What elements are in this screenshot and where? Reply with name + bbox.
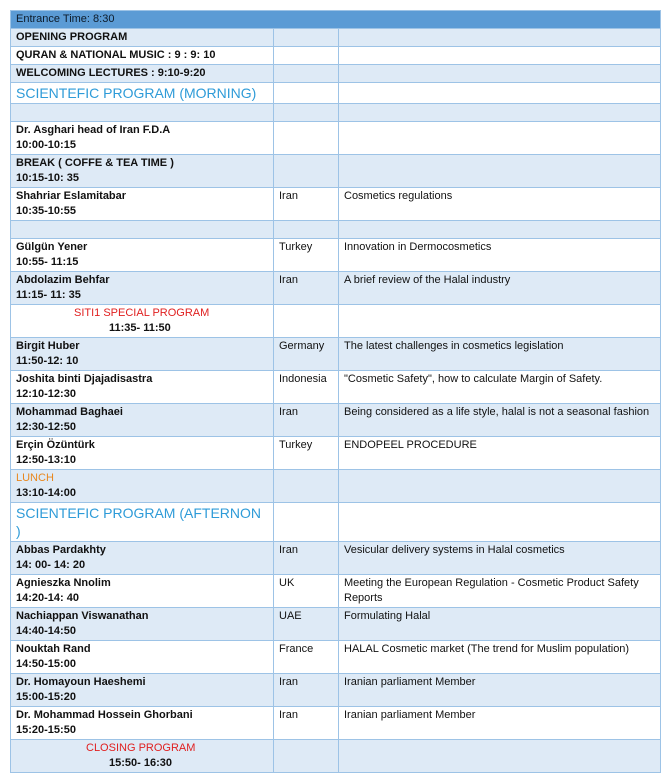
speaker-name: Erçin Özüntürk [16, 439, 95, 451]
program-cell [11, 707, 274, 740]
program-cell [11, 104, 274, 122]
speaker-name: Gülgün Yener [16, 241, 88, 253]
speaker-name: Nachiappan Viswanathan [16, 610, 149, 622]
schedule-row [11, 122, 661, 155]
topic-cell [339, 83, 661, 104]
program-cell [11, 239, 274, 272]
program-cell [11, 641, 274, 674]
topic-cell [339, 122, 661, 155]
time-slot: 12:50-13:10 [16, 454, 76, 466]
time-slot: 15:00-15:20 [16, 691, 76, 703]
section-title: SCIENTEFIC PROGRAM (MORNING) [16, 85, 257, 101]
schedule-row [11, 221, 661, 239]
program-cell [11, 404, 274, 437]
country-cell [274, 65, 339, 83]
topic-cell: Iranian parliament Member [339, 707, 661, 740]
topic-cell: Vesicular delivery systems in Halal cosmetics [339, 542, 661, 575]
schedule-row [11, 404, 661, 437]
program-cell [11, 272, 274, 305]
time-slot: 12:10-12:30 [16, 388, 76, 400]
schedule-body [11, 11, 661, 773]
schedule-row [11, 272, 661, 305]
country-cell: Turkey [274, 239, 339, 272]
time-slot: 15:20-15:50 [16, 724, 76, 736]
topic-cell: HALAL Cosmetic market (The trend for Muslim population) [339, 641, 661, 674]
program-cell [11, 674, 274, 707]
lunch-label: LUNCH [16, 472, 54, 484]
time-slot: 14:20-14: 40 [16, 592, 79, 604]
country-cell [274, 470, 339, 503]
schedule-row [11, 47, 661, 65]
schedule-row [11, 338, 661, 371]
program-cell [11, 65, 274, 83]
topic-cell: The latest challenges in cosmetics legislation [339, 338, 661, 371]
country-cell: Iran [274, 188, 339, 221]
topic-cell [339, 221, 661, 239]
speaker-name: Dr. Mohammad Hossein Ghorbani [16, 709, 193, 721]
country-cell: Iran [274, 404, 339, 437]
topic-cell: Cosmetics regulations [339, 188, 661, 221]
country-cell [274, 503, 339, 542]
schedule-row [11, 104, 661, 122]
schedule-row [11, 188, 661, 221]
time-slot: 11:50-12: 10 [16, 355, 79, 367]
topic-cell: "Cosmetic Safety", how to calculate Margin of Safety. [339, 371, 661, 404]
country-cell [274, 47, 339, 65]
time-slot: 10:35-10:55 [16, 205, 76, 217]
schedule-row [11, 470, 661, 503]
time-slot: 12:30-12:50 [16, 421, 76, 433]
closing-program-time: 15:50- 16:30 [109, 757, 172, 769]
schedule-row [11, 707, 661, 740]
speaker-name: Agnieszka Nnolim [16, 577, 111, 589]
special-program-title: SITI1 SPECIAL PROGRAM [74, 307, 210, 319]
topic-cell [339, 503, 661, 542]
country-cell [274, 305, 339, 338]
country-cell [274, 83, 339, 104]
program-cell [11, 221, 274, 239]
speaker-name: Mohammad Baghaei [16, 406, 123, 418]
schedule-row [11, 239, 661, 272]
program-cell [11, 305, 274, 338]
time-slot: 10:15-10: 35 [16, 172, 79, 184]
program-cell [11, 503, 274, 542]
blank-line [16, 222, 268, 237]
schedule-row [11, 608, 661, 641]
country-cell: Iran [274, 707, 339, 740]
topic-cell [339, 29, 661, 47]
lunch-time: 13:10-14:00 [16, 487, 76, 499]
topic-cell [339, 740, 661, 773]
schedule-row [11, 641, 661, 674]
country-cell [274, 740, 339, 773]
program-item: WELCOMING LECTURES : 9:10-9:20 [16, 67, 206, 79]
topic-cell [339, 104, 661, 122]
time-slot: 10:55- 11:15 [16, 256, 79, 268]
program-item: QURAN & NATIONAL MUSIC : 9 : 9: 10 [16, 49, 216, 61]
schedule-row [11, 29, 661, 47]
time-slot: 14: 00- 14: 20 [16, 559, 86, 571]
country-cell: Germany [274, 338, 339, 371]
country-cell: Indonesia [274, 371, 339, 404]
country-cell [274, 122, 339, 155]
time-slot: 14:50-15:00 [16, 658, 76, 670]
program-cell [11, 740, 274, 773]
speaker-name: Abdolazim Behfar [16, 274, 110, 286]
schedule-table [10, 10, 661, 773]
topic-cell [339, 305, 661, 338]
time-slot: 11:15- 11: 35 [16, 289, 81, 301]
country-cell: Turkey [274, 437, 339, 470]
schedule-row [11, 437, 661, 470]
topic-cell: Meeting the European Regulation - Cosmetic Product Safety Reports [339, 575, 661, 608]
topic-cell: ENDOPEEL PROCEDURE [339, 437, 661, 470]
section-title: SCIENTEFIC PROGRAM (AFTERNON ) [16, 505, 262, 539]
schedule-row [11, 65, 661, 83]
topic-cell [339, 65, 661, 83]
schedule-row [11, 503, 661, 542]
topic-cell [339, 155, 661, 188]
program-cell [11, 122, 274, 155]
program-cell [11, 575, 274, 608]
country-cell: France [274, 641, 339, 674]
closing-program-title: CLOSING PROGRAM [86, 742, 196, 754]
country-cell: Iran [274, 674, 339, 707]
speaker-name: Shahriar Eslamitabar [16, 190, 127, 202]
entrance-time: Entrance Time: 8:30 [11, 11, 661, 29]
schedule-row [11, 83, 661, 104]
country-cell: Iran [274, 542, 339, 575]
program-cell [11, 188, 274, 221]
speaker-name: Dr. Asghari head of Iran F.D.A [16, 124, 171, 136]
schedule-row [11, 155, 661, 188]
speaker-name: BREAK ( COFFE & TEA TIME ) [16, 157, 174, 169]
program-cell [11, 542, 274, 575]
topic-cell: Formulating Halal [339, 608, 661, 641]
program-cell [11, 470, 274, 503]
topic-cell: Innovation in Dermocosmetics [339, 239, 661, 272]
special-program-time: 11:35- 11:50 [109, 322, 171, 334]
speaker-name: Dr. Homayoun Haeshemi [16, 676, 146, 688]
speaker-name: Abbas Pardakhty [16, 544, 106, 556]
country-cell: UK [274, 575, 339, 608]
country-cell [274, 221, 339, 239]
program-cell [11, 155, 274, 188]
country-cell [274, 104, 339, 122]
speaker-name: Nouktah Rand [16, 643, 91, 655]
topic-cell [339, 470, 661, 503]
speaker-name: Birgit Huber [16, 340, 80, 352]
schedule-row [11, 575, 661, 608]
topic-cell: Being considered as a life style, halal is not a seasonal fashion [339, 404, 661, 437]
schedule-row [11, 740, 661, 773]
program-cell [11, 437, 274, 470]
country-cell: Iran [274, 272, 339, 305]
program-cell [11, 371, 274, 404]
header-row [11, 11, 661, 29]
schedule-row [11, 305, 661, 338]
program-cell [11, 338, 274, 371]
schedule-row [11, 674, 661, 707]
topic-cell: Iranian parliament Member [339, 674, 661, 707]
program-cell [11, 608, 274, 641]
program-item: OPENING PROGRAM [16, 31, 128, 43]
country-cell [274, 29, 339, 47]
schedule-row [11, 371, 661, 404]
time-slot: 10:00-10:15 [16, 139, 76, 151]
program-cell [11, 29, 274, 47]
country-cell: UAE [274, 608, 339, 641]
speaker-name: Joshita binti Djajadisastra [16, 373, 153, 385]
topic-cell: A brief review of the Halal industry [339, 272, 661, 305]
program-cell [11, 83, 274, 104]
time-slot: 14:40-14:50 [16, 625, 76, 637]
program-cell [11, 47, 274, 65]
topic-cell [339, 47, 661, 65]
blank-line [16, 105, 268, 120]
country-cell [274, 155, 339, 188]
schedule-row [11, 542, 661, 575]
